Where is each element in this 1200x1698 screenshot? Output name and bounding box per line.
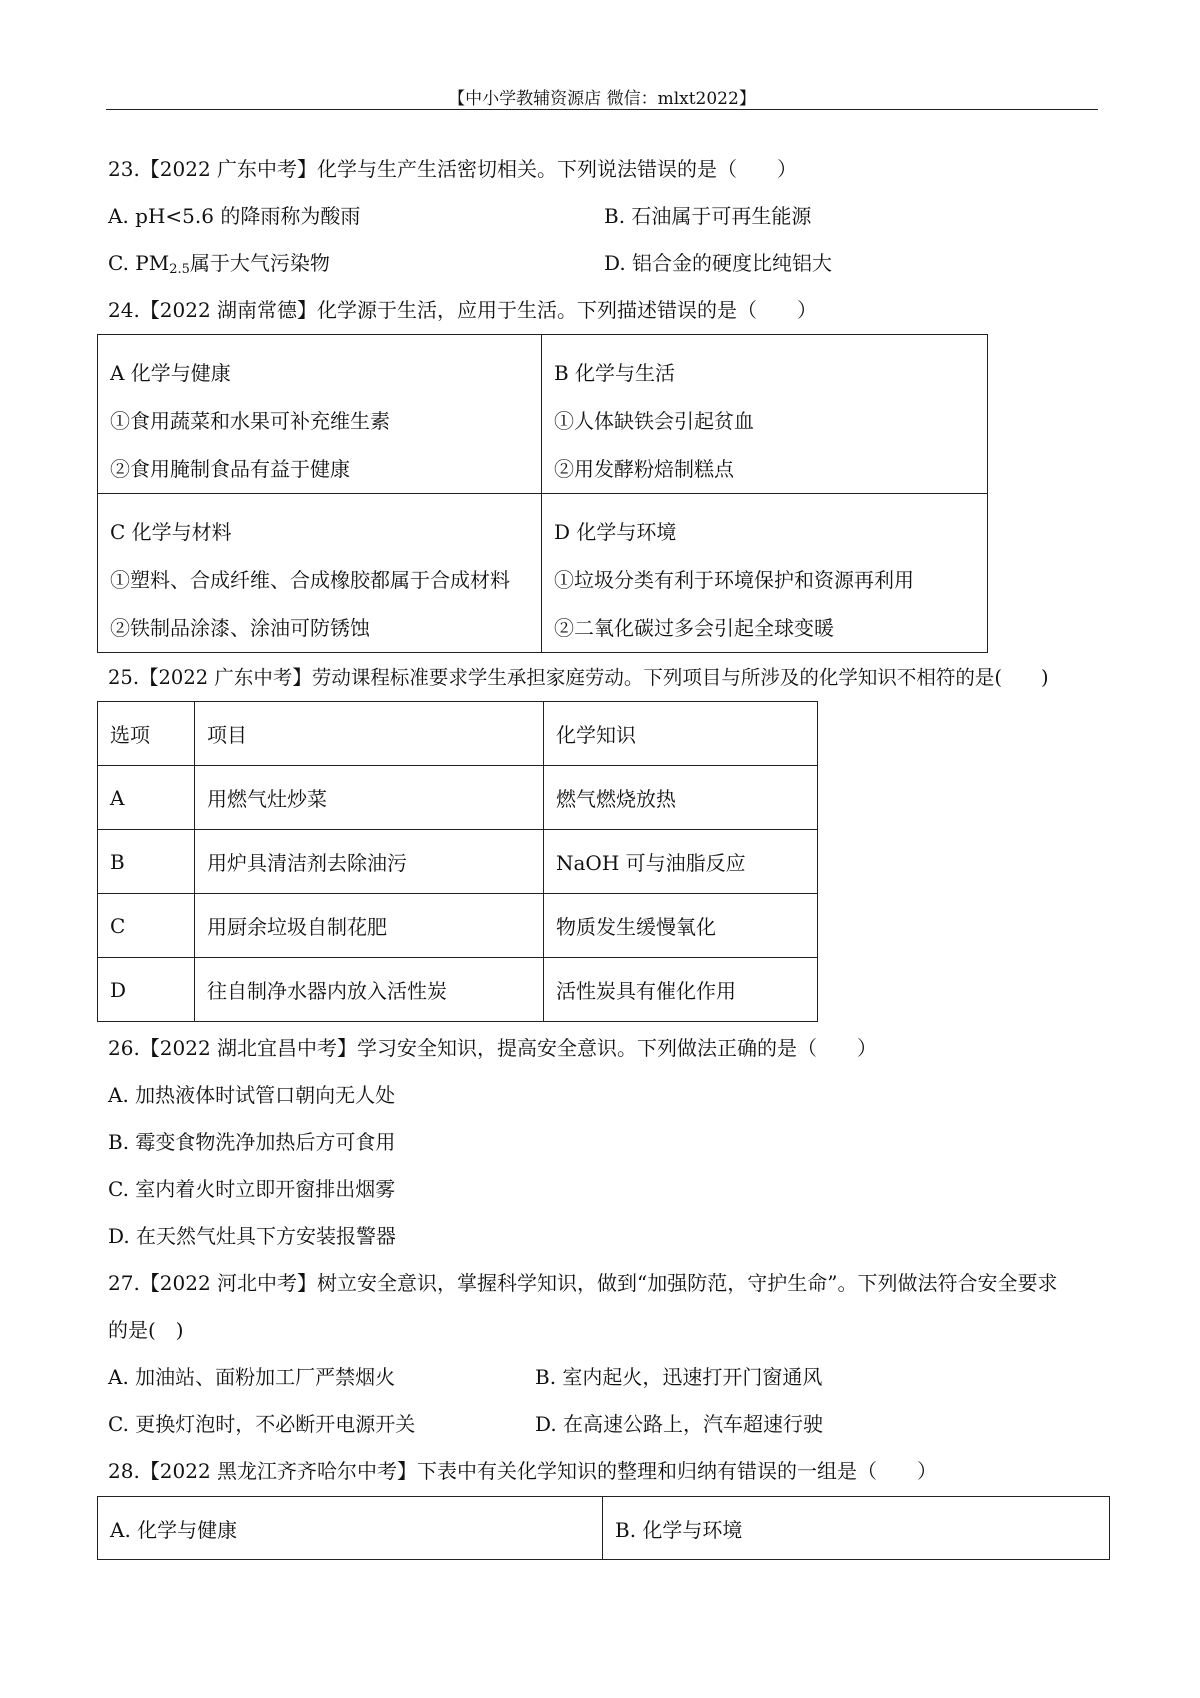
q26-option-b: B. 霉变食物洗净加热后方可食用 [108,1130,396,1154]
q24-cell-b-title: B 化学与生活 [554,361,676,385]
q27-stem-line1: 27.【2022 河北中考】树立安全意识，掌握科学知识，做到“加强防范，守护生命”。下列做法符合安全要求 [108,1271,1058,1295]
q25-header-option: 选项 [98,702,195,766]
q26-option-a: A. 加热液体时试管口朝向无人处 [108,1083,396,1107]
q24-cell-d-item-1: ①垃圾分类有利于环境保护和资源再利用 [554,568,914,592]
q25-row-a-option: A [98,766,195,830]
q24-cell-d-item-2: ②二氧化碳过多会引起全球变暖 [554,616,834,640]
header-divider [106,109,1098,110]
q28-cell-a: A. 化学与健康 [98,1497,603,1560]
q25-row-a-project: 用燃气灶炒菜 [195,766,544,830]
q25-row-c-option: C [98,894,195,958]
q24-cell-d-title: D 化学与环境 [554,520,677,544]
q24-cell-a-title: A 化学与健康 [110,361,231,385]
q23-stem: 23.【2022 广东中考】化学与生产生活密切相关。下列说法错误的是（ ） [108,157,798,181]
q25-header-knowledge: 化学知识 [544,702,818,766]
q24-cell-c [98,494,542,653]
q24-cell-a [98,335,542,494]
q23-option-b: B. 石油属于可再生能源 [604,204,812,228]
table-row [98,830,818,894]
q24-cell-c-item-1: ①塑料、合成纤维、合成橡胶都属于合成材料 [110,568,510,592]
q23-option-c [108,249,330,284]
q27-option-b: B. 室内起火，迅速打开门窗通风 [535,1365,823,1389]
q27-option-c: C. 更换灯泡时，不必断开电源开关 [108,1412,416,1436]
q23-option-c-subscript: 2.5 [169,262,190,277]
q25-header-row [98,702,818,766]
q25-table [97,701,818,1022]
q25-row-c-project: 用厨余垃圾自制花肥 [195,894,544,958]
q24-cell-a-item-2: ②食用腌制食品有益于健康 [110,457,350,481]
q25-row-b-knowledge: NaOH 可与油脂反应 [544,830,818,894]
q23-option-c-suffix: 属于大气污染物 [189,251,330,275]
q24-cell-d [542,494,988,653]
q25-row-d-option: D [98,958,195,1022]
q24-cell-c-title: C 化学与材料 [110,520,232,544]
q24-cell-c-item-2: ②铁制品涂漆、涂油可防锈蚀 [110,616,370,640]
q26-option-d: D. 在天然气灶具下方安装报警器 [108,1224,397,1248]
q25-header-project: 项目 [195,702,544,766]
q24-cell-b-item-2: ②用发酵粉焙制糕点 [554,457,734,481]
q23-option-d: D. 铝合金的硬度比纯铝大 [604,251,833,275]
q28-stem: 28.【2022 黑龙江齐齐哈尔中考】下表中有关化学知识的整理和归纳有错误的一组是（ ） [108,1459,938,1483]
q27-option-d: D. 在高速公路上，汽车超速行驶 [535,1412,824,1436]
q25-row-c-knowledge: 物质发生缓慢氧化 [544,894,818,958]
q25-stem: 25.【2022 广东中考】劳动课程标准要求学生承担家庭劳动。下列项目与所涉及的化学知识不相符的是( ) [108,666,1049,689]
page-header: 【中小学教辅资源店 微信：mlxt2022】 [448,89,756,109]
q26-stem: 26.【2022 湖北宜昌中考】学习安全知识，提高安全意识。下列做法正确的是（ ） [108,1036,878,1060]
q24-cell-b [542,335,988,494]
table-row [98,958,818,1022]
q26-option-c: C. 室内着火时立即开窗排出烟雾 [108,1177,396,1201]
q25-row-b-project: 用炉具清洁剂去除油污 [195,830,544,894]
table-row [98,894,818,958]
q24-cell-b-item-1: ①人体缺铁会引起贫血 [554,409,754,433]
q24-stem: 24.【2022 湖南常德】化学源于生活，应用于生活。下列描述错误的是（ ） [108,298,818,322]
q24-table [97,334,988,653]
q23-option-c-prefix: C. PM [108,251,170,275]
table-row [98,766,818,830]
q23-option-a: A. pH<5.6 的降雨称为酸雨 [108,204,361,228]
q27-option-a: A. 加油站、面粉加工厂严禁烟火 [108,1365,396,1389]
q25-row-a-knowledge: 燃气燃烧放热 [544,766,818,830]
q25-row-d-knowledge: 活性炭具有催化作用 [544,958,818,1022]
q25-row-b-option: B [98,830,195,894]
q25-row-d-project: 往自制净水器内放入活性炭 [195,958,544,1022]
q28-cell-b: B. 化学与环境 [603,1497,1110,1560]
q24-cell-a-item-1: ①食用蔬菜和水果可补充维生素 [110,409,390,433]
q27-stem-line2: 的是( ) [108,1318,184,1342]
q28-table [97,1496,1110,1560]
